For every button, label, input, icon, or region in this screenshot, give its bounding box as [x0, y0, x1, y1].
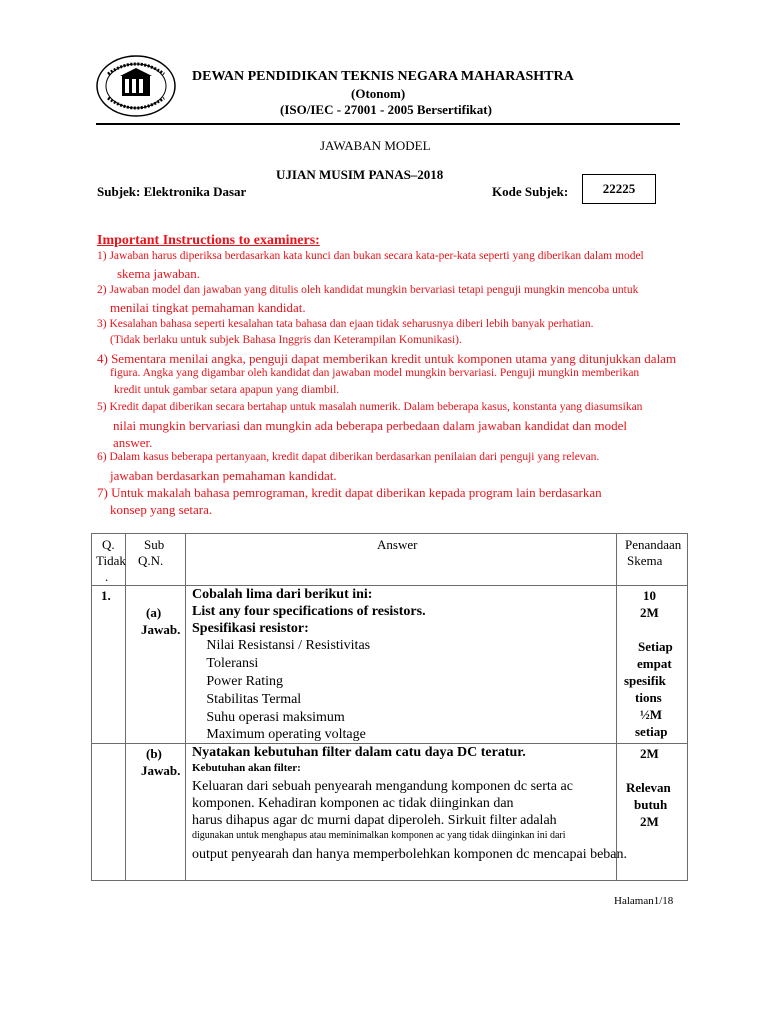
org-certification: (ISO/IEC - 27001 - 2005 Bersertifikat) — [280, 102, 492, 117]
bullet-glyph-icon — [192, 656, 203, 671]
instruction-line: (Tidak berlaku untuk subjek Bahasa Inggris dan Keterampilan Komunikasi). — [110, 334, 462, 346]
header-divider — [96, 123, 680, 125]
marks-value: butuh — [634, 797, 668, 812]
marks-value: 2M — [640, 814, 659, 829]
exam-session: UJIAN MUSIM PANAS–2018 — [276, 167, 444, 182]
answer-line: output penyearah dan hanya memperbolehkan komponen dc mencapai beban. — [192, 847, 628, 862]
instruction-line: answer. — [113, 435, 153, 450]
instruction-line: 5) Kredit dapat diberikan secara bertahap untuk masalah numerik. Dalam beberapa kasus, konstanta yang diasumsikan — [97, 401, 643, 413]
answer-line: digunakan untuk menghapus atau meminimalkan komponen ac yang tidak diinginkan ini dari — [192, 830, 566, 841]
table-row-divider — [91, 585, 688, 586]
sub-question-jawab: Jawab. — [141, 763, 181, 778]
sub-question-jawab: Jawab. — [141, 622, 181, 637]
question-text: List any four specifications of resistors. — [192, 604, 426, 619]
instruction-line: 3) Kesalahan bahasa seperti kesalahan tata bahasa dan ejaan tidak seharusnya diberi lebih banyak perhatian. — [97, 318, 594, 330]
doc-type: JAWABAN MODEL — [320, 138, 431, 153]
bullet-glyph-icon — [192, 674, 203, 689]
question-number: 1. — [101, 588, 111, 603]
answer-line: komponen. Kehadiran komponen ac tidak diinginkan dan — [192, 796, 514, 811]
org-name: DEWAN PENDIDIKAN TEKNIS NEGARA MAHARASHTRA — [192, 69, 574, 84]
answer-line: Keluaran dari sebuah penyearah mengandung komponen dc serta ac — [192, 779, 573, 794]
answer-heading: Kebutuhan akan filter: — [192, 762, 301, 774]
marks-value: 2M — [640, 746, 659, 761]
marks-value: ½M — [640, 707, 663, 722]
list-item: Nilai Resistansi / Resistivitas — [192, 638, 356, 653]
instruction-line: konsep yang setara. — [110, 502, 213, 517]
org-status: (Otonom) — [351, 86, 406, 101]
header-sub-q: Q.N. — [138, 553, 164, 568]
answer-line: harus dihapus agar dc murni dapat diperoleh. Sirkuit filter adalah — [192, 813, 557, 828]
marks-value: tions — [635, 690, 662, 705]
list-item: Power Rating — [192, 674, 269, 689]
sub-question-label: (a) — [146, 605, 162, 620]
marks-value: 10 — [643, 588, 656, 603]
subject-code-value: 22225 — [602, 181, 636, 196]
bullet-glyph-icon — [192, 710, 203, 725]
instruction-line: figura. Angka yang digambar oleh kandidat dan jawaban model mungkin bervariasi. Penguji mungkin memberikan — [110, 367, 640, 379]
marks-value: Setiap — [638, 639, 673, 654]
bullet-glyph-icon — [192, 692, 203, 707]
header-answer: Answer — [377, 537, 418, 552]
instruction-line: kredit untuk gambar setara apapun yang diambil. — [114, 384, 340, 396]
section-title: Cobalah lima dari berikut ini: — [192, 587, 373, 602]
instruction-line: skema jawaban. — [117, 266, 201, 281]
instruction-line: 7) Untuk makalah bahasa pemrograman, kredit dapat diberikan kepada program lain berdasarkan — [97, 485, 602, 500]
instruction-line: 2) Jawaban model dan jawaban yang ditulis oleh kandidat mungkin bervariasi tetapi penguji mungkin mencoba untuk — [97, 284, 639, 296]
subject-label: Subjek: Elektronika Dasar — [97, 184, 247, 199]
marks-value: empat — [637, 656, 672, 671]
list-item: Toleransi — [192, 656, 244, 671]
marks-value: 2M — [640, 605, 659, 620]
bullet-glyph-icon — [192, 727, 203, 742]
marks-value: Relevan — [626, 780, 671, 795]
board-logo-seal — [94, 54, 178, 118]
instruction-line: menilai tingkat pemahaman kandidat. — [110, 300, 306, 315]
list-item: Stabilitas Termal — [192, 692, 287, 707]
instruction-line: nilai mungkin bervariasi dan mungkin ada beberapa perbedaan dalam jawaban kandidat dan model — [113, 418, 628, 433]
header-sub-q: Sub — [144, 537, 165, 552]
header-q-no: Q. — [102, 537, 115, 552]
answer-heading: Spesifikasi resistor: — [192, 621, 309, 636]
header-scheme: Penandaan — [625, 537, 682, 552]
page-number: Halaman1/18 — [614, 895, 674, 907]
instruction-line: 4) Sementara menilai angka, penguji dapat memberikan kredit untuk komponen utama yang ditunjukkan dalam — [97, 351, 677, 366]
subject-code-label: Kode Subjek: — [492, 184, 569, 199]
marks-value: setiap — [635, 724, 668, 739]
instruction-line: jawaban berdasarkan pemahaman kandidat. — [110, 468, 337, 483]
header-q-no: Tidak — [96, 553, 126, 568]
instruction-line: 1) Jawaban harus diperiksa berdasarkan kata kunci dan bukan secara kata-per-kata seperti yang diberikan dalam model — [97, 250, 644, 262]
list-item: Suhu operasi maksimum — [192, 710, 331, 725]
sub-question-label: (b) — [146, 746, 162, 761]
header-q-no: . — [105, 569, 109, 584]
bullet-glyph-icon — [192, 638, 203, 653]
table-row-divider — [91, 743, 688, 744]
question-text: Nyatakan kebutuhan filter dalam catu daya DC teratur. — [192, 745, 526, 760]
instruction-line: 6) Dalam kasus beberapa pertanyaan, kredit dapat diberikan berdasarkan penilaian dari penguji yang relevan. — [97, 451, 600, 463]
instructions-heading: Important Instructions to examiners: — [97, 233, 320, 248]
list-item: Maximum operating voltage — [192, 727, 352, 742]
header-scheme: Skema — [627, 553, 663, 568]
subject-code-box — [582, 174, 656, 204]
marks-value: spesifik — [624, 673, 666, 688]
